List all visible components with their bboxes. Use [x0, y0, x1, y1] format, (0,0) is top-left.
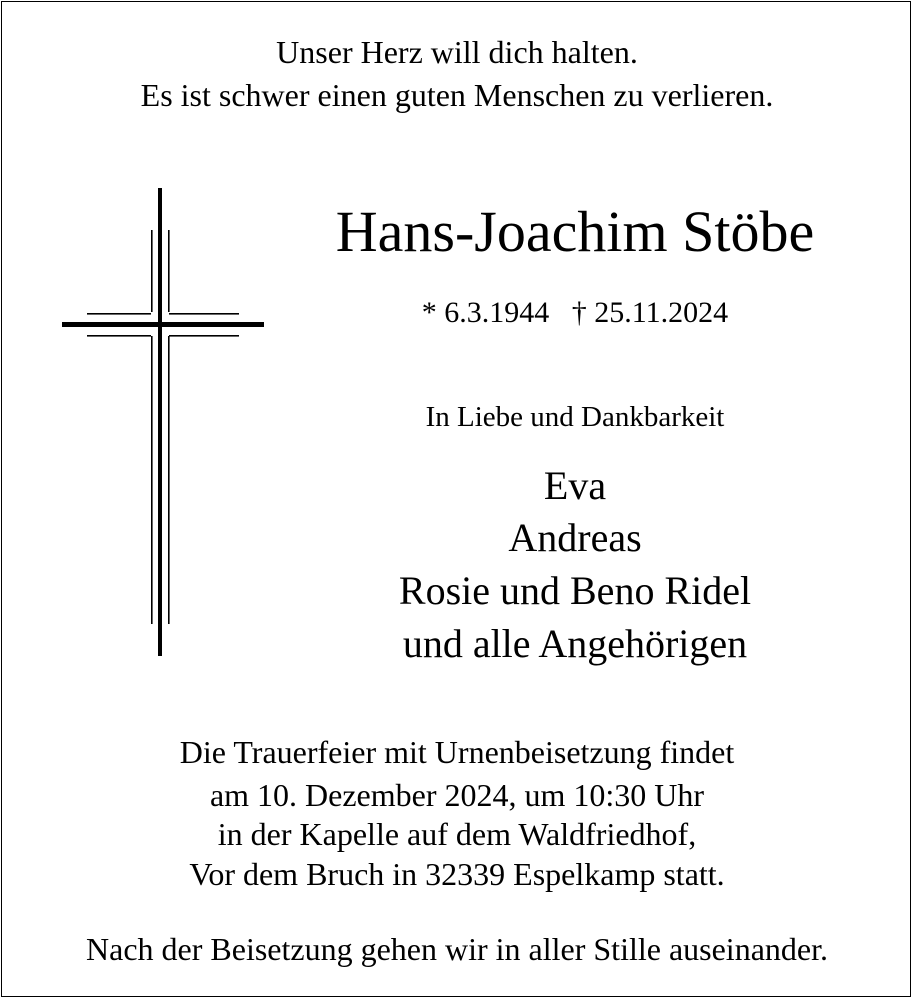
- closing-text: Nach der Beisetzung gehen wir in aller Stille auseinander.: [86, 931, 828, 967]
- mourner-name: Andreas: [508, 515, 642, 560]
- mourner-name: Rosie und Beno Ridel: [398, 568, 752, 613]
- deceased-dates: * 6.3.1944 † 25.11.2024: [421, 296, 729, 329]
- funeral-info-line: in der Kapelle auf dem Waldfriedhof,: [217, 816, 697, 852]
- cross-icon: [55, 188, 270, 658]
- mourners-intro: In Liebe und Dankbarkeit: [425, 401, 725, 433]
- motto-line-2: Es ist schwer einen guten Menschen zu verlieren.: [140, 77, 774, 113]
- funeral-info-line: am 10. Dezember 2024, um 10:30 Uhr: [209, 777, 705, 813]
- deceased-name: Hans-Joachim Stöbe: [335, 199, 815, 264]
- funeral-info-line: Vor dem Bruch in 32339 Espelkamp statt.: [189, 856, 725, 892]
- motto-line-1: Unser Herz will dich halten.: [276, 34, 638, 70]
- mourner-name: und alle Angehörigen: [402, 621, 748, 666]
- mourner-name: Eva: [543, 463, 607, 508]
- funeral-info-line: Die Trauerfeier mit Urnenbeisetzung findet: [179, 734, 735, 770]
